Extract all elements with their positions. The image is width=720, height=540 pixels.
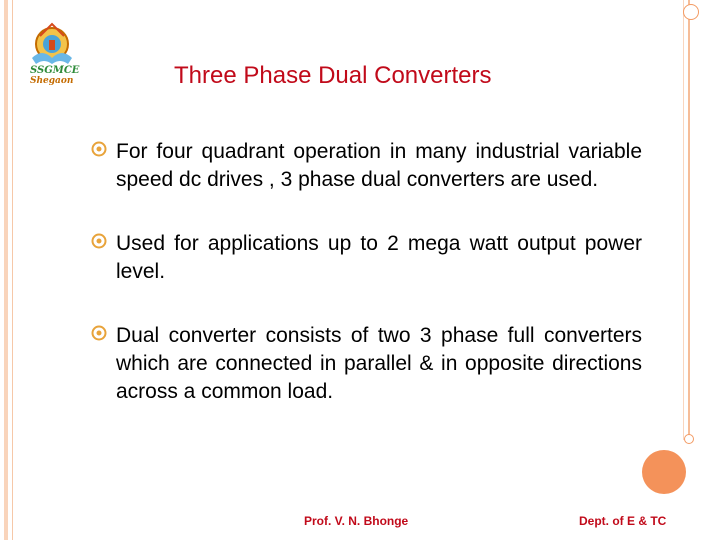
footer-author: Prof. V. N. Bhonge [304, 514, 409, 528]
bullet-list [90, 138, 642, 406]
logo-name: SSGMCE [30, 65, 80, 76]
bullet-text: Used for applications up to 2 mega watt output power level. [116, 232, 642, 283]
logo-place: Shegaon [30, 76, 74, 86]
coin-bullet-icon [91, 325, 107, 341]
coin-bullet-icon [91, 233, 107, 249]
accent-circle [642, 450, 686, 494]
left-border-decoration [0, 0, 13, 540]
rail-ring-top [683, 4, 699, 20]
bullet-item [90, 322, 642, 406]
bullet-item [90, 138, 642, 194]
coin-bullet-icon [91, 141, 107, 157]
slide-title: Three Phase Dual Converters [174, 62, 492, 89]
bullet-text: Dual converter consists of two 3 phase full converters which are connected in parallel & in opposite directions across a common load. [116, 324, 642, 403]
right-rail-decoration [688, 0, 690, 440]
logo-text [30, 66, 79, 86]
footer-department: Dept. of E & TC [579, 514, 667, 528]
bullet-text: For four quadrant operation in many industrial variable speed dc drives , 3 phase dual converters are used. [116, 140, 642, 191]
bullet-item [90, 230, 642, 286]
rail-ring-mid [684, 434, 694, 444]
right-rail-decoration-inner [683, 0, 684, 440]
